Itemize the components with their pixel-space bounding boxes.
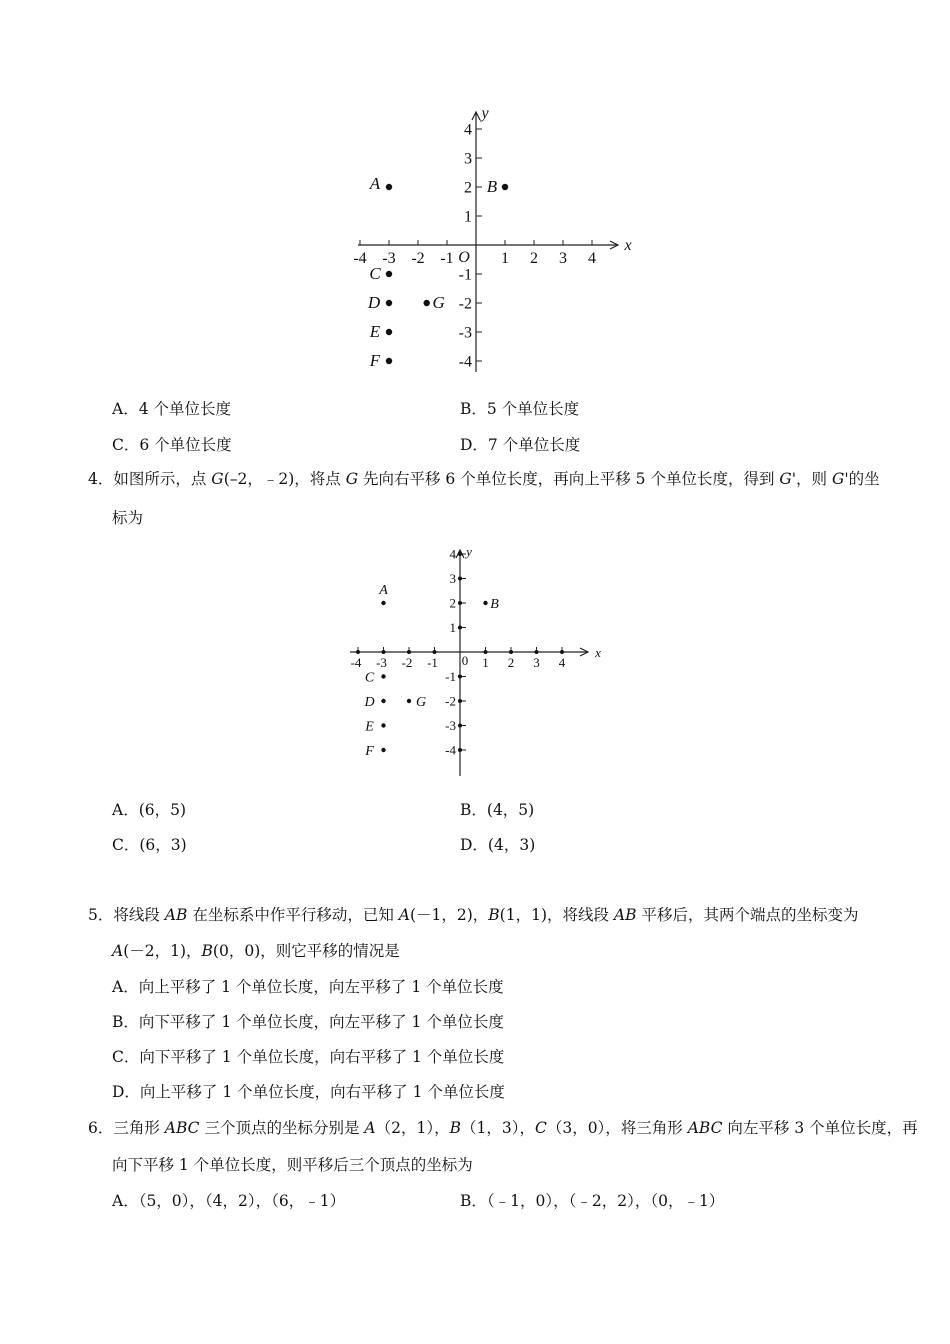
q6-triangle-abc: ABC bbox=[164, 1119, 200, 1137]
q5-stem-p5: 平移后，其两个端点的坐标变为 bbox=[636, 906, 859, 924]
q6-stem bbox=[88, 1117, 918, 1139]
q4-stem-line2: 标为 bbox=[112, 509, 144, 527]
q5-coord-a-new: (－2，1)， bbox=[123, 942, 202, 960]
x-tick-dot bbox=[484, 650, 488, 654]
y-tick-label: 2 bbox=[449, 595, 456, 611]
q3-option-a: A．4 个单位长度 bbox=[112, 400, 231, 418]
x-tick-label: -2 bbox=[401, 655, 413, 670]
point-label-a: A bbox=[379, 583, 388, 598]
x-tick-dot bbox=[382, 650, 386, 654]
q5-stem-line2 bbox=[112, 940, 400, 962]
q4-stem-end: 的坐 bbox=[848, 470, 880, 488]
y-axis-label: y bbox=[481, 105, 489, 122]
x-tick-label: 2 bbox=[507, 655, 515, 670]
point-c bbox=[386, 271, 392, 277]
x-tick-label: 1 bbox=[501, 250, 509, 267]
q3-option-c: C．6 个单位长度 bbox=[112, 436, 232, 454]
y-tick-label: -4 bbox=[445, 742, 456, 758]
point-label-c: C bbox=[364, 670, 375, 686]
point-e bbox=[386, 329, 392, 335]
q6-stem-p4: （1，3）， bbox=[460, 1119, 535, 1137]
x-axis-label: x bbox=[624, 237, 632, 254]
q4-option-a: A．(6，5) bbox=[112, 801, 187, 819]
q6-stem-p5: （3，0），将三角形 bbox=[546, 1119, 688, 1137]
q5-point-b-new: B bbox=[201, 942, 213, 960]
q6-stem-p1: 6．三角形 bbox=[88, 1119, 165, 1137]
x-tick-label: 4 bbox=[558, 655, 566, 670]
point-f bbox=[381, 748, 385, 752]
x-tick-label: 3 bbox=[559, 250, 567, 267]
point-label-d: D bbox=[367, 293, 381, 312]
y-tick-label: -4 bbox=[458, 353, 472, 371]
point-b bbox=[502, 184, 508, 190]
coordinate-figure-1 bbox=[340, 100, 630, 385]
q6-option-a: A．（5，0），（4，2），（6，﹣1） bbox=[112, 1192, 346, 1210]
y-tick-dot bbox=[458, 626, 462, 630]
x-tick-label: -1 bbox=[427, 655, 438, 670]
q5-seg-ab: AB bbox=[164, 906, 188, 924]
q5-option-a: A．向上平移了 1 个单位长度，向左平移了 1 个单位长度 bbox=[112, 978, 504, 996]
x-tick-dot bbox=[407, 650, 411, 654]
x-tick-label: 2 bbox=[530, 250, 538, 267]
q6-stem-p3: （2，1）， bbox=[375, 1119, 450, 1137]
x-tick-label: -4 bbox=[350, 655, 362, 670]
y-tick-label: 1 bbox=[464, 208, 472, 226]
point-label-d: D bbox=[364, 695, 375, 710]
y-tick-label: 1 bbox=[449, 620, 456, 636]
x-tick-label: -3 bbox=[376, 655, 387, 670]
x-tick-label: 4 bbox=[588, 250, 596, 267]
x-tick-dot bbox=[509, 650, 513, 654]
q4-stem-mid: 先向右平移 6 个单位长度，再向上平移 5 个单位长度，得到 bbox=[358, 470, 780, 488]
q4-stem-coords: (–2，﹣2)，将点 bbox=[223, 470, 346, 488]
x-tick-label: 1 bbox=[482, 655, 489, 670]
q5-option-d: D．向上平移了 1 个单位长度，向右平移了 1 个单位长度 bbox=[112, 1083, 505, 1101]
q4-option-b: B．(4，5) bbox=[460, 801, 535, 819]
point-a bbox=[381, 601, 385, 605]
point-label-f: F bbox=[369, 351, 381, 370]
point-d bbox=[381, 699, 385, 703]
q4-point-g-prime-2: G' bbox=[831, 470, 849, 488]
q4-stem-mid2: ，则 bbox=[796, 470, 832, 488]
point-g bbox=[407, 699, 411, 703]
q5-coord-b-new: (0，0)，则它平移的情况是 bbox=[212, 942, 400, 960]
point-e bbox=[381, 723, 385, 727]
q6-option-b: B．（﹣1，0），（﹣2，2），（0，﹣1） bbox=[460, 1192, 725, 1210]
point-label-b: B bbox=[486, 177, 498, 196]
coordinate-figure-2 bbox=[335, 540, 635, 785]
x-tick-dot bbox=[433, 650, 437, 654]
q3-option-d: D．7 个单位长度 bbox=[460, 436, 581, 454]
q5-stem-p2: 在坐标系中作平行移动，已知 bbox=[187, 906, 399, 924]
point-label-b: B bbox=[490, 597, 499, 612]
y-axis-label: y bbox=[466, 544, 472, 559]
y-tick-label: -1 bbox=[445, 669, 456, 685]
point-label-g: G bbox=[432, 293, 445, 312]
x-tick-label: -2 bbox=[411, 250, 425, 267]
point-b bbox=[483, 601, 487, 605]
x-tick-label: -3 bbox=[382, 250, 396, 267]
y-tick-label: -3 bbox=[458, 324, 472, 342]
q4-point-g: G bbox=[211, 470, 224, 488]
y-tick-label: 4 bbox=[449, 546, 456, 562]
y-tick-label: -2 bbox=[445, 693, 456, 709]
point-label-a: A bbox=[369, 174, 381, 193]
q5-point-b: B bbox=[488, 906, 500, 924]
y-tick-dot bbox=[458, 724, 462, 728]
x-tick-dot bbox=[535, 650, 539, 654]
point-label-e: E bbox=[365, 719, 374, 735]
x-tick-dot bbox=[356, 650, 360, 654]
q5-option-c: C．向下平移了 1 个单位长度，向右平移了 1 个单位长度 bbox=[112, 1048, 505, 1066]
x-tick-dot bbox=[560, 650, 564, 654]
origin-label: 0 bbox=[461, 653, 469, 668]
y-tick-label: 2 bbox=[464, 179, 472, 197]
q6-triangle-abc-2: ABC bbox=[687, 1119, 723, 1137]
q6-stem-p6: 向左平移 3 个单位长度，再 bbox=[722, 1119, 918, 1137]
point-a bbox=[386, 184, 392, 190]
q4-point-g-2: G bbox=[345, 470, 359, 488]
y-tick-dot bbox=[458, 699, 462, 703]
point-d bbox=[386, 300, 392, 306]
y-tick-label: -3 bbox=[445, 718, 456, 734]
q5-stem-p4: (1，1)，将线段 bbox=[499, 906, 614, 924]
point-label-f: F bbox=[365, 744, 374, 759]
y-tick-dot bbox=[458, 577, 462, 581]
y-tick-label: -2 bbox=[458, 295, 472, 313]
x-tick-label: -4 bbox=[353, 250, 367, 267]
x-axis-label: x bbox=[595, 645, 601, 660]
q5-stem bbox=[88, 904, 858, 926]
point-g bbox=[424, 300, 430, 306]
q5-point-a-new: A bbox=[112, 942, 124, 960]
point-label-e: E bbox=[369, 322, 381, 341]
q6-point-b: B bbox=[449, 1119, 461, 1137]
q4-point-g-prime: G' bbox=[779, 470, 797, 488]
y-tick-label: 3 bbox=[464, 150, 472, 168]
q5-stem-p1: 5．将线段 bbox=[88, 906, 165, 924]
q3-option-b: B．5 个单位长度 bbox=[460, 400, 580, 418]
q5-seg-ab-2: AB bbox=[613, 906, 637, 924]
q6-stem-line2: 向下平移 1 个单位长度，则平移后三个顶点的坐标为 bbox=[112, 1156, 473, 1174]
y-tick-dot bbox=[458, 601, 462, 605]
y-tick-label: 4 bbox=[464, 121, 472, 139]
point-label-c: C bbox=[369, 264, 381, 283]
x-tick-label: -1 bbox=[440, 250, 454, 267]
q5-option-b: B．向下平移了 1 个单位长度，向左平移了 1 个单位长度 bbox=[112, 1013, 504, 1031]
y-tick-label: 3 bbox=[449, 571, 456, 587]
y-tick-dot bbox=[458, 748, 462, 752]
q5-point-a: A bbox=[398, 906, 410, 924]
point-c bbox=[381, 674, 385, 678]
q6-point-c: C bbox=[534, 1119, 547, 1137]
q6-stem-p2: 三个顶点的坐标分别是 bbox=[199, 1119, 365, 1137]
q5-stem-p3: (－1，2)， bbox=[409, 906, 489, 924]
point-label-g: G bbox=[415, 695, 427, 710]
y-tick-dot bbox=[458, 552, 462, 556]
x-tick-label: 3 bbox=[533, 655, 540, 670]
q4-option-d: D．(4，3) bbox=[460, 836, 536, 854]
q4-stem bbox=[88, 468, 880, 490]
y-tick-label: -1 bbox=[458, 266, 472, 284]
point-f bbox=[386, 358, 392, 364]
origin-label: O bbox=[458, 249, 470, 266]
q4-option-c: C．(6，3) bbox=[112, 836, 187, 854]
y-tick-dot bbox=[458, 675, 462, 679]
q6-point-a: A bbox=[364, 1119, 376, 1137]
q4-stem-number: 4．如图所示，点 bbox=[88, 470, 212, 488]
